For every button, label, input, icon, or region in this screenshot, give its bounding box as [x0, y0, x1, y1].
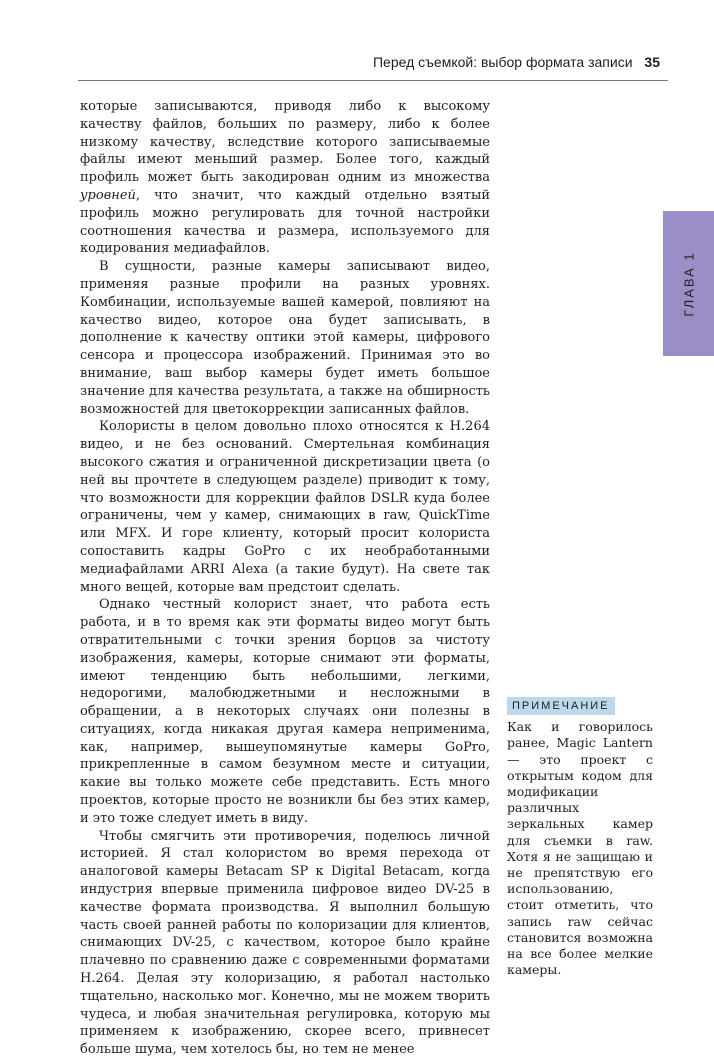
paragraph-5: Чтобы смягчить эти противоречия, поделюсь личной историей. Я стал колористом во время перехода от аналоговой камеры Betacam SP к Digital Betacam, когда индустрия впервые применила цифровое видео DV-25 в качестве формата производства. Я выполнил большую часть своей ранней работы по колоризации для клиентов, снимающих DV-25, с качеством, которое было крайне плачевно по сравнению даже с современными форматами H.264. Делая эту колоризацию, я работал настолько тщательно, насколько мог. Конечно, мы не можем творить чудеса, и любая значительная регулировка, которую мы применяем к изображению, скорее всего, привнесет больше шума, чем хотелось бы, но тем не менее: [80, 828, 490, 1058]
header-title: Перед съемкой: выбор формата записи: [372, 54, 633, 70]
paragraph-1: [80, 98, 490, 258]
paragraph-4: Однако честный колорист знает, что работа есть работа, и в то время как эти форматы видео могут быть отвратительными с точки зрения борцов за чистоту изображения, камеры, которые снимают эти форматы, имеют тенденцию быть небольшими, легкими, недорогими, малобюджетными и несложными в обращении, а в некоторых случаях они полезны в ситуациях, когда никакая другая камера неприменима, как, например, вышеупомянутые камеры GoPro, прикрепленные в самом безумном месте и ситуации, какие вы только можете себе представить. Есть много проектов, которые просто не возникли бы без этих камер, и это тоже следует иметь в виду.: [80, 597, 490, 826]
header-divider: [78, 80, 668, 81]
paragraph-1-emphasis: уровней: [80, 187, 136, 203]
sidebar-note: [507, 697, 653, 978]
paragraph-1-head: которые записываются, приводя либо к высокому качеству файлов, больших по размеру, либо к более низкому качеству, вследствие которого записываемые файлы имеют меньший размер. Более того, каждый профиль может быть закодирован одним из множества: [80, 99, 490, 186]
note-label: ПРИМЕЧАНИЕ: [507, 697, 615, 715]
chapter-tab: [663, 211, 714, 356]
paragraph-1-tail: , что значит, что каждый отдельно взятый профиль можно регулировать для точной настройки соотношения качества и размера, используемого для кодирования медиафайлов.: [80, 187, 490, 257]
main-text: [80, 98, 490, 1059]
paragraph-2: В сущности, разные камеры записывают видео, применяя разные профили на разных уровнях. Комбинации, используемые вашей камерой, повлияют на качество видео, которое она будет записывать, в дополнение к качеству оптики этой камеры, цифрового сенсора и процессора изображений. Принимая это во внимание, ваш выбор камеры будет иметь большое значение для качества результата, а также на обширность возможностей для цветокоррекции записанных файлов.: [80, 259, 490, 417]
chapter-tab-label: ГЛАВА 1: [681, 250, 696, 317]
page-number: 35: [644, 54, 660, 70]
running-header: [360, 54, 660, 70]
paragraph-3: Колористы в целом довольно плохо относятся к H.264 видео, и не без оснований. Смертельная комбинация высокого сжатия и ограниченной дискретизации цвета (о ней вы прочтете в следующем разделе) приводит к тому, что возможности для коррекции файлов DSLR куда более ограничены, чем у камер, снимающих в raw, QuickTime или MFX. И горе клиенту, который просит колориста сопоставить кадры GoPro с их необработанными медиафайлами ARRI Alexa (а такие будут). На свете так много вещей, которые вам предстоит сделать.: [80, 419, 490, 595]
note-text: Как и говорилось ранее, Magic Lantern — это проект с открытым кодом для модификации различных зеркальных камер для съемки в raw. Хотя я не защищаю и не препятствую его использованию, стоит отметить, что запись raw сейчас становится возможна на все более мелкие камеры.: [507, 719, 653, 978]
